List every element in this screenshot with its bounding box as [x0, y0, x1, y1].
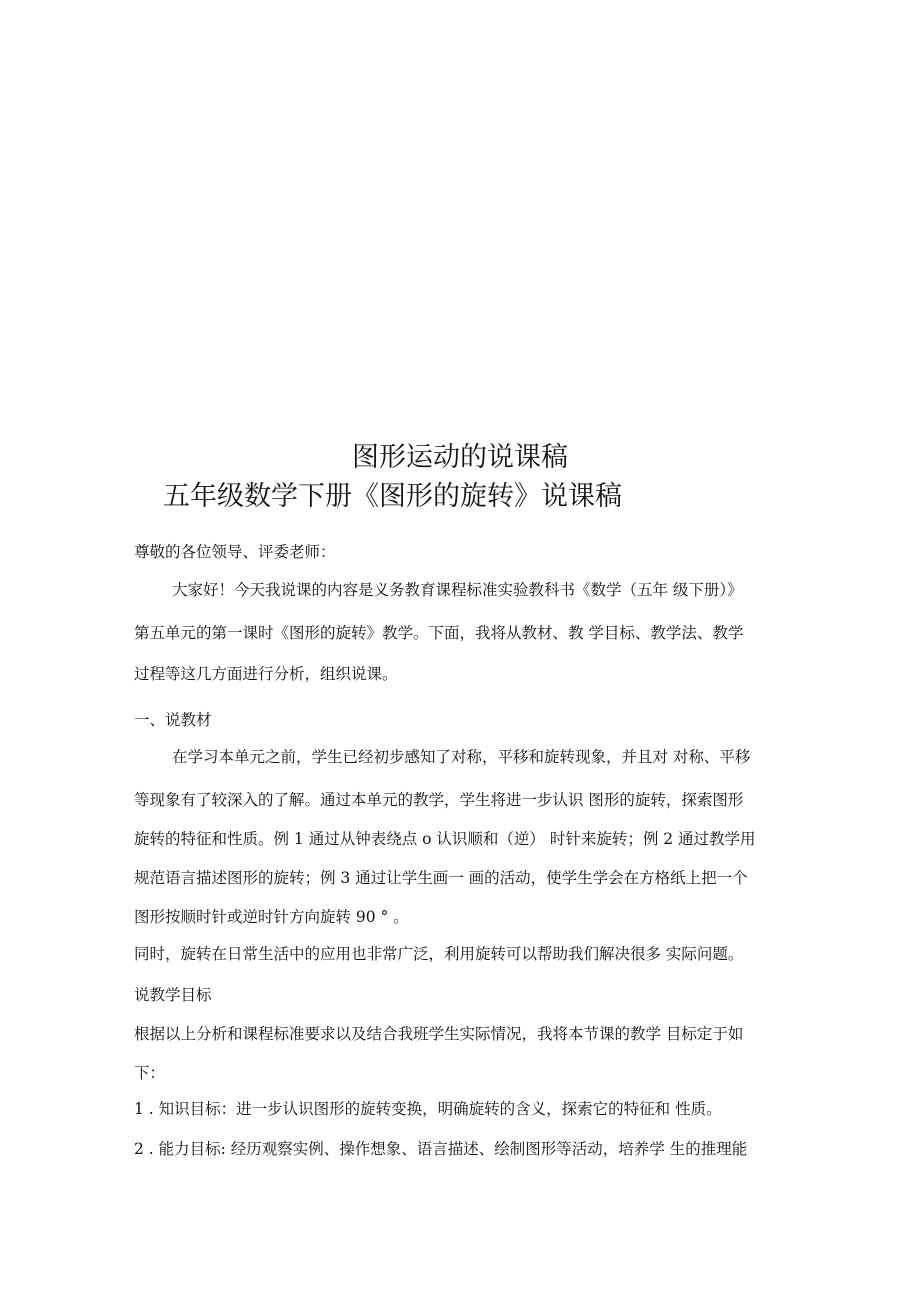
section1-heading: 一、说教材: [134, 711, 212, 729]
section2-line-2: 下：: [134, 1064, 166, 1082]
section2-line-1: 根据以上分析和课程标准要求以及结合我班学生实际情况，我将本节课的教学 目标定于如: [134, 1025, 744, 1043]
section1-line-5: 图形按顺时针或逆时针方向旋转 90 ° 。: [134, 908, 409, 926]
section1-line-3: 旋转的特征和性质。例 1 通过从钟表绕点 o 认识顺和（逆） 时针来旋转；例 2 通过教学用: [134, 830, 756, 848]
document-title: 图形运动的说课稿: [352, 442, 568, 473]
section1-line-4: 规范语言描述图形的旋转；例 3 通过让学生画一 画的活动，使学生学会在方格纸上把一个: [134, 869, 748, 887]
intro-line-1: 大家好！今天我说课的内容是义务教育课程标准实验教科书《数学（五年 级下册）》: [172, 581, 743, 599]
section1-line-2: 等现象有了较深入的了解。通过本单元的教学，学生将进一步认识 图形的旋转，探索图形: [134, 791, 744, 809]
section1-line-6: 同时，旋转在日常生活中的应用也非常广泛，利用旋转可以帮助我们解决很多 实际问题。: [134, 945, 744, 963]
section1-line-1: 在学习本单元之前，学生已经初步感知了对称，平移和旋转现象，并且对 对称、平移: [172, 748, 751, 766]
section2-line-4: 2 . 能力目标: 经历观察实例、操作想象、语言描述、绘制图形等活动，培养学 生的推理能: [134, 1140, 748, 1158]
section2-line-3: 1 . 知识目标：进一步认识图形的旋转变换，明确旋转的含义，探索它的特征和 性质。: [134, 1100, 722, 1118]
section2-heading: 说教学目标: [134, 986, 212, 1004]
intro-line-3: 过程等这几方面进行分析，组织说课。: [134, 665, 398, 683]
intro-line-2: 第五单元的第一课时《图形的旋转》教学。下面，我将从教材、教 学目标、教学法、教学: [134, 624, 744, 642]
greeting: 尊敬的各位领导、评委老师：: [134, 543, 336, 561]
document-subtitle: 五年级数学下册《图形的旋转》说课稿: [163, 481, 622, 512]
